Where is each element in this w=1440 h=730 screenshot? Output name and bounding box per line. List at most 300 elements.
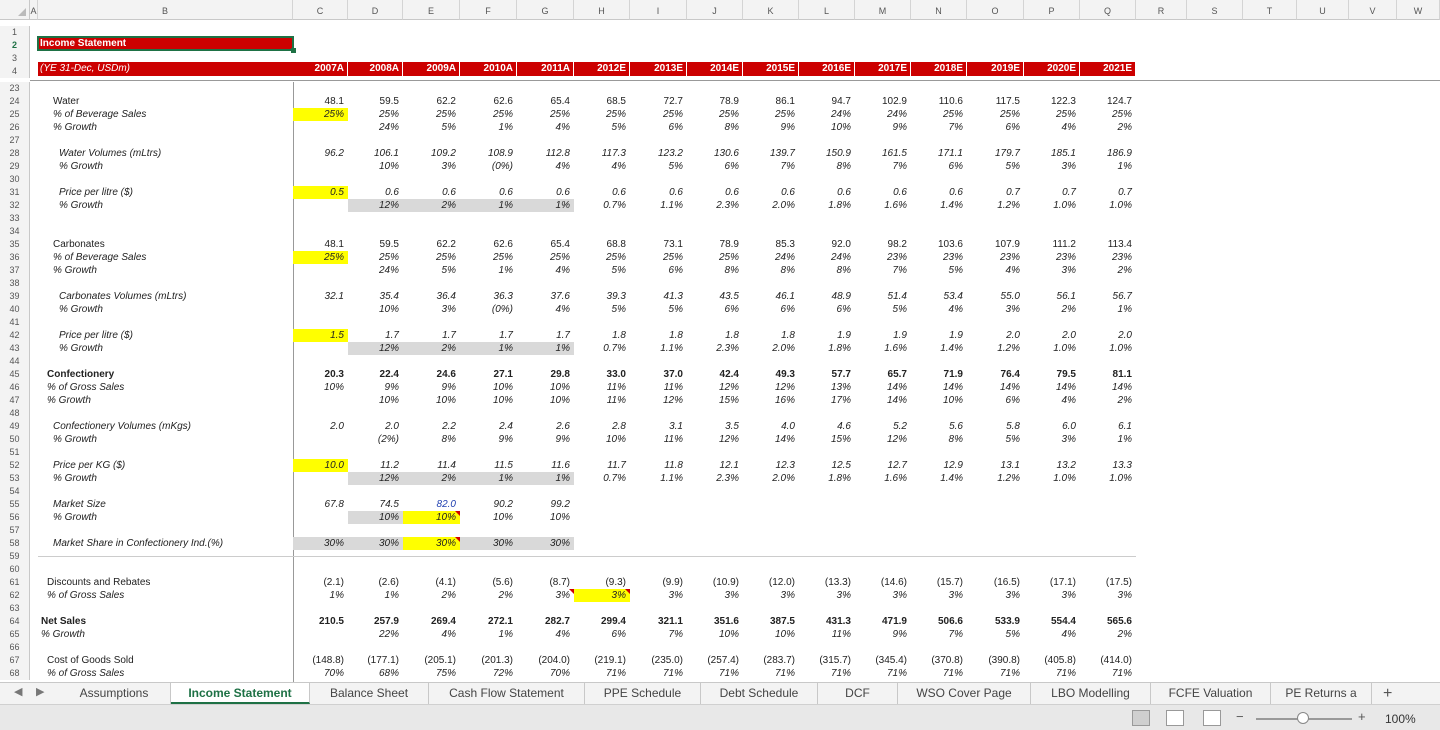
data-cell[interactable]: 4% (555, 161, 570, 172)
data-cell[interactable]: 4% (555, 629, 570, 640)
data-cell[interactable]: 5% (948, 265, 963, 276)
data-cell[interactable]: 4.0 (781, 421, 795, 432)
data-cell[interactable]: 3% (1061, 161, 1076, 172)
column-header[interactable]: W (1397, 0, 1440, 20)
data-cell[interactable]: 68% (378, 668, 399, 679)
column-header[interactable]: L (799, 0, 855, 20)
data-cell[interactable]: 4% (948, 304, 963, 315)
data-cell[interactable] (293, 264, 348, 277)
data-cell[interactable]: 1.0% (1109, 473, 1132, 484)
data-cell[interactable]: 6% (948, 161, 963, 172)
data-cell[interactable]: 23% (1055, 252, 1076, 263)
data-cell[interactable]: 5% (892, 304, 907, 315)
data-cell[interactable]: (17.5) (1105, 577, 1132, 588)
data-cell[interactable]: 12% (348, 199, 403, 212)
row-header[interactable]: 2 (0, 39, 30, 52)
data-cell[interactable]: 25% (435, 109, 456, 120)
data-cell[interactable]: 1.8 (725, 330, 739, 341)
year-header[interactable]: 2019E (967, 62, 1024, 76)
data-cell[interactable]: 186.9 (1106, 148, 1132, 159)
data-cell[interactable]: 15% (718, 395, 739, 406)
data-cell[interactable]: 3% (948, 590, 963, 601)
data-cell[interactable]: 1.0% (1053, 200, 1076, 211)
data-cell[interactable]: 1.4% (940, 343, 963, 354)
data-cell[interactable]: (148.8) (312, 655, 344, 666)
data-cell[interactable]: 1.6% (884, 200, 907, 211)
data-cell[interactable]: 14% (886, 382, 907, 393)
data-cell[interactable]: (257.4) (707, 655, 739, 666)
year-header[interactable]: 2013E (630, 62, 687, 76)
data-cell[interactable]: 76.4 (1000, 369, 1020, 380)
data-cell[interactable]: 82.0 (436, 499, 456, 510)
row-header[interactable]: 37 (0, 264, 30, 277)
data-cell[interactable]: 2.0 (1062, 330, 1076, 341)
data-cell[interactable]: 1.7 (385, 330, 399, 341)
data-cell[interactable]: 1.4% (940, 473, 963, 484)
data-cell[interactable]: (414.0) (1100, 655, 1132, 666)
data-cell[interactable]: 1% (498, 629, 513, 640)
sheet-tab[interactable]: Debt Schedule (701, 683, 818, 704)
data-cell[interactable]: 0.6 (669, 187, 683, 198)
row-header[interactable]: 54 (0, 485, 30, 498)
column-header[interactable]: Q (1080, 0, 1136, 20)
data-cell[interactable] (293, 433, 348, 446)
data-cell[interactable]: 22% (378, 629, 399, 640)
data-cell[interactable]: 11.6 (551, 460, 570, 471)
data-cell[interactable] (293, 394, 348, 407)
data-cell[interactable]: 9% (892, 122, 907, 133)
column-header[interactable]: S (1187, 0, 1243, 20)
data-cell[interactable]: 10% (830, 122, 851, 133)
data-cell[interactable]: 24% (378, 265, 399, 276)
data-cell[interactable]: 2.0 (1006, 330, 1020, 341)
data-cell[interactable]: 32.1 (324, 291, 344, 302)
year-header[interactable]: 2016E (799, 62, 855, 76)
data-cell[interactable]: 117.3 (601, 148, 626, 159)
data-cell[interactable]: 25% (718, 109, 739, 120)
sheet-tab[interactable]: Cash Flow Statement (429, 683, 585, 704)
data-cell[interactable]: 1.0% (1053, 343, 1076, 354)
column-header[interactable]: T (1243, 0, 1297, 20)
data-cell[interactable]: 111.2 (1052, 239, 1076, 250)
data-cell[interactable]: 3% (517, 589, 574, 602)
data-cell[interactable]: 1% (384, 590, 399, 601)
data-cell[interactable]: 3% (1117, 590, 1132, 601)
data-cell[interactable]: 6% (724, 304, 739, 315)
data-cell[interactable]: 12% (662, 395, 683, 406)
data-cell[interactable]: 9% (441, 382, 456, 393)
row-header[interactable]: 68 (0, 667, 30, 680)
data-cell[interactable]: 99.2 (550, 499, 570, 510)
data-cell[interactable]: 3% (441, 161, 456, 172)
row-label[interactable]: Market Share in Confectionery Ind.(%) (53, 538, 224, 549)
data-cell[interactable]: 23% (942, 252, 963, 263)
column-header[interactable]: K (743, 0, 799, 20)
data-cell[interactable]: 1.5 (293, 329, 348, 342)
data-cell[interactable]: 62.6 (493, 96, 513, 107)
data-cell[interactable]: 0.6 (499, 187, 513, 198)
data-cell[interactable]: 0.6 (949, 187, 963, 198)
data-cell[interactable]: 59.5 (379, 96, 399, 107)
row-label[interactable]: % Growth (53, 473, 97, 484)
data-cell[interactable]: 2.0% (772, 200, 795, 211)
data-cell[interactable]: 30% (348, 537, 403, 550)
row-label[interactable]: % of Gross Sales (47, 590, 125, 601)
row-label[interactable]: % Growth (53, 265, 97, 276)
data-cell[interactable]: 10% (403, 511, 460, 524)
data-cell[interactable]: 5.2 (893, 421, 907, 432)
data-cell[interactable]: 35.4 (379, 291, 399, 302)
row-header[interactable]: 52 (0, 459, 30, 472)
row-label[interactable]: Carbonates (53, 239, 105, 250)
data-cell[interactable]: 15% (830, 434, 851, 445)
data-cell[interactable]: 4% (441, 629, 456, 640)
data-cell[interactable]: 1.0% (1053, 473, 1076, 484)
data-cell[interactable]: 2.0 (385, 421, 399, 432)
row-header[interactable]: 63 (0, 602, 30, 615)
data-cell[interactable]: 71% (605, 668, 626, 679)
data-cell[interactable]: (370.8) (931, 655, 963, 666)
data-cell[interactable]: 25% (549, 109, 570, 120)
data-cell[interactable]: 48.1 (324, 239, 344, 250)
row-header[interactable]: 60 (0, 563, 30, 576)
row-label[interactable]: Cost of Goods Sold (47, 655, 134, 666)
data-cell[interactable]: (405.8) (1044, 655, 1076, 666)
sheet-tab[interactable]: Income Statement (171, 683, 310, 704)
data-cell[interactable]: 171.1 (937, 148, 963, 159)
selected-title-cell[interactable]: Income Statement (38, 37, 293, 50)
data-cell[interactable]: 3% (836, 590, 851, 601)
data-cell[interactable]: (345.4) (875, 655, 907, 666)
data-cell[interactable]: 1% (460, 472, 517, 485)
data-cell[interactable]: 2% (403, 342, 460, 355)
row-header[interactable]: 32 (0, 199, 30, 212)
row-header[interactable]: 53 (0, 472, 30, 485)
data-cell[interactable]: 2% (1117, 395, 1132, 406)
row-label[interactable]: Market Size (53, 499, 106, 510)
data-cell[interactable]: 1.7 (556, 330, 570, 341)
data-cell[interactable]: 117.5 (995, 96, 1020, 107)
year-header[interactable]: 2007A (293, 62, 348, 76)
data-cell[interactable]: 1.7 (499, 330, 513, 341)
data-cell[interactable]: 65.7 (887, 369, 907, 380)
data-cell[interactable]: 10% (492, 395, 513, 406)
data-cell[interactable]: 24% (378, 122, 399, 133)
page-layout-view-icon[interactable] (1166, 710, 1184, 726)
data-cell[interactable]: 533.9 (994, 616, 1020, 627)
row-header[interactable]: 62 (0, 589, 30, 602)
data-cell[interactable]: 8% (836, 161, 851, 172)
data-cell[interactable]: 12% (886, 434, 907, 445)
data-cell[interactable]: 2% (1117, 265, 1132, 276)
data-cell[interactable]: (9.9) (662, 577, 683, 588)
row-label[interactable]: % Growth (59, 161, 103, 172)
data-cell[interactable]: 11.5 (494, 460, 513, 471)
prev-sheet-icon[interactable]: ◀ (14, 686, 23, 698)
data-cell[interactable]: 161.5 (881, 148, 907, 159)
data-cell[interactable]: (283.7) (763, 655, 795, 666)
add-sheet-button[interactable]: + (1383, 685, 1393, 702)
data-cell[interactable]: (390.8) (988, 655, 1020, 666)
column-header[interactable]: J (687, 0, 743, 20)
year-header[interactable]: 2015E (743, 62, 799, 76)
data-cell[interactable]: 94.7 (831, 96, 851, 107)
row-header[interactable]: 58 (0, 537, 30, 550)
row-header[interactable]: 57 (0, 524, 30, 537)
data-cell[interactable]: 1% (460, 342, 517, 355)
data-cell[interactable]: 13.3 (1112, 460, 1132, 471)
data-cell[interactable]: 5% (441, 265, 456, 276)
data-cell[interactable]: 75% (435, 668, 456, 679)
data-cell[interactable]: (219.1) (594, 655, 626, 666)
data-cell[interactable]: 5.8 (1006, 421, 1020, 432)
data-cell[interactable]: (0%) (491, 304, 513, 315)
header-label-band[interactable] (38, 62, 293, 76)
data-cell[interactable]: 86.1 (775, 96, 795, 107)
data-cell[interactable]: 10% (435, 395, 456, 406)
data-cell[interactable]: 2.2 (442, 421, 456, 432)
row-header[interactable]: 65 (0, 628, 30, 641)
data-cell[interactable]: 102.9 (881, 96, 907, 107)
data-cell[interactable]: 5.6 (949, 421, 963, 432)
data-cell[interactable]: 7% (948, 122, 963, 133)
column-header[interactable]: O (967, 0, 1024, 20)
data-cell[interactable]: 70% (323, 668, 344, 679)
row-header[interactable]: 39 (0, 290, 30, 303)
row-label[interactable]: Net Sales (41, 616, 87, 627)
data-cell[interactable]: (315.7) (819, 655, 851, 666)
row-header[interactable]: 1 (0, 26, 30, 39)
data-cell[interactable]: 5% (668, 161, 683, 172)
column-header[interactable]: P (1024, 0, 1080, 20)
data-cell[interactable]: 22.4 (379, 369, 399, 380)
data-cell[interactable]: 8% (724, 122, 739, 133)
data-cell[interactable]: 71% (1055, 668, 1076, 679)
data-cell[interactable]: 51.4 (887, 291, 907, 302)
data-cell[interactable]: 8% (780, 265, 795, 276)
data-cell[interactable]: 4% (555, 265, 570, 276)
data-cell[interactable]: 3% (1061, 265, 1076, 276)
data-cell[interactable]: 0.7% (603, 200, 626, 211)
year-header[interactable]: 2011A (517, 62, 574, 76)
year-header[interactable]: 2014E (687, 62, 743, 76)
column-header[interactable]: R (1136, 0, 1187, 20)
data-cell[interactable]: 16% (774, 395, 795, 406)
data-cell[interactable]: 5% (1005, 629, 1020, 640)
data-cell[interactable]: 37.0 (663, 369, 683, 380)
data-cell[interactable]: 56.1 (1056, 291, 1076, 302)
data-cell[interactable]: 43.5 (719, 291, 739, 302)
row-label[interactable]: Confectionery Volumes (mKgs) (53, 421, 192, 432)
data-cell[interactable]: 6% (724, 161, 739, 172)
data-cell[interactable]: 506.6 (937, 616, 963, 627)
data-cell[interactable]: 6% (611, 629, 626, 640)
data-cell[interactable]: 4% (1061, 395, 1076, 406)
data-cell[interactable]: 4% (1061, 122, 1076, 133)
data-cell[interactable]: 185.1 (1050, 148, 1076, 159)
data-cell[interactable]: 110.6 (938, 96, 963, 107)
data-cell[interactable]: 1.1% (660, 473, 683, 484)
row-label[interactable]: % Growth (41, 629, 85, 640)
data-cell[interactable]: 10% (549, 395, 570, 406)
data-cell[interactable]: 7% (892, 161, 907, 172)
row-header[interactable]: 51 (0, 446, 30, 459)
row-header[interactable]: 48 (0, 407, 30, 420)
data-cell[interactable]: (201.3) (481, 655, 513, 666)
row-header[interactable]: 26 (0, 121, 30, 134)
sheet-tab[interactable]: FCFE Valuation (1151, 683, 1271, 704)
data-cell[interactable]: 30% (460, 537, 517, 550)
data-cell[interactable]: 299.4 (600, 616, 626, 627)
data-cell[interactable]: 9% (780, 122, 795, 133)
data-cell[interactable]: (12.0) (768, 577, 795, 588)
data-cell[interactable]: 1.9 (837, 330, 851, 341)
row-label[interactable]: Confectionery (47, 369, 115, 380)
data-cell[interactable]: 8% (724, 265, 739, 276)
row-header[interactable]: 56 (0, 511, 30, 524)
data-cell[interactable]: 0.7 (1062, 187, 1076, 198)
year-header[interactable]: 2008A (348, 62, 403, 76)
column-header[interactable]: U (1297, 0, 1349, 20)
data-cell[interactable]: 11.2 (380, 460, 399, 471)
row-header[interactable]: 33 (0, 212, 30, 225)
sheet-tab[interactable]: PE Returns a (1271, 683, 1372, 704)
column-header[interactable]: G (517, 0, 574, 20)
data-cell[interactable]: 68.8 (606, 239, 626, 250)
data-cell[interactable]: 55.0 (1000, 291, 1020, 302)
data-cell[interactable]: 150.9 (825, 148, 851, 159)
row-header[interactable]: 29 (0, 160, 30, 173)
data-cell[interactable]: 0.6 (556, 187, 570, 198)
data-cell[interactable]: 1% (498, 122, 513, 133)
data-cell[interactable]: 56.7 (1112, 291, 1132, 302)
data-cell[interactable]: 2.0 (330, 421, 344, 432)
data-cell[interactable]: 14% (942, 382, 963, 393)
data-cell[interactable]: 1.1% (660, 200, 683, 211)
data-cell[interactable]: 108.9 (487, 148, 513, 159)
data-cell[interactable] (293, 121, 348, 134)
data-cell[interactable]: 59.5 (379, 239, 399, 250)
data-cell[interactable]: 8% (441, 434, 456, 445)
data-cell[interactable]: 321.1 (657, 616, 683, 627)
data-cell[interactable]: 0.6 (781, 187, 795, 198)
data-cell[interactable]: 25% (1111, 109, 1132, 120)
data-cell[interactable]: 431.3 (825, 616, 851, 627)
row-label[interactable]: % Growth (53, 122, 97, 133)
data-cell[interactable]: 41.3 (663, 291, 683, 302)
data-cell[interactable]: 5% (1005, 434, 1020, 445)
data-cell[interactable]: 2.3% (716, 473, 739, 484)
data-cell[interactable]: 27.1 (493, 369, 513, 380)
data-cell[interactable]: 1% (460, 199, 517, 212)
data-cell[interactable]: (235.0) (651, 655, 683, 666)
data-cell[interactable]: 1.6% (884, 473, 907, 484)
data-cell[interactable]: 1.7 (442, 330, 456, 341)
data-cell[interactable]: 1% (1117, 304, 1132, 315)
data-cell[interactable]: 25% (492, 109, 513, 120)
data-cell[interactable]: 6.1 (1118, 421, 1132, 432)
sheet-tab[interactable]: PPE Schedule (585, 683, 701, 704)
data-cell[interactable]: 1.2% (997, 473, 1020, 484)
data-cell[interactable]: 107.9 (994, 239, 1020, 250)
data-cell[interactable]: 25% (1055, 109, 1076, 120)
data-cell[interactable]: 12% (348, 472, 403, 485)
data-cell[interactable]: 11.7 (607, 460, 626, 471)
row-header[interactable]: 49 (0, 420, 30, 433)
data-cell[interactable]: 33.0 (606, 369, 626, 380)
data-cell[interactable]: 96.2 (324, 148, 344, 159)
data-cell[interactable]: 25% (293, 251, 348, 264)
data-cell[interactable]: 65.4 (550, 96, 570, 107)
data-cell[interactable]: 9% (555, 434, 570, 445)
row-label[interactable]: % Growth (47, 395, 91, 406)
data-cell[interactable] (293, 628, 348, 641)
data-cell[interactable]: 72% (492, 668, 513, 679)
data-cell[interactable]: 23% (886, 252, 907, 263)
data-cell[interactable]: 0.7 (1006, 187, 1020, 198)
data-cell[interactable]: 10% (942, 395, 963, 406)
row-header[interactable]: 23 (0, 82, 30, 95)
data-cell[interactable]: 2.0 (1118, 330, 1132, 341)
row-header[interactable]: 55 (0, 498, 30, 511)
row-header[interactable]: 38 (0, 277, 30, 290)
data-cell[interactable]: 71.9 (943, 369, 963, 380)
row-label[interactable]: % of Beverage Sales (53, 109, 147, 120)
data-cell[interactable]: 81.1 (1112, 369, 1132, 380)
row-label[interactable]: % of Beverage Sales (53, 252, 147, 263)
data-cell[interactable]: 1.8 (612, 330, 626, 341)
sheet-tab[interactable]: WSO Cover Page (898, 683, 1031, 704)
data-cell[interactable]: 14% (999, 382, 1020, 393)
data-cell[interactable]: 1% (1117, 161, 1132, 172)
data-cell[interactable]: 13% (830, 382, 851, 393)
data-cell[interactable]: 11% (831, 629, 851, 640)
data-cell[interactable]: 351.6 (713, 616, 739, 627)
data-cell[interactable]: 29.8 (550, 369, 570, 380)
year-header[interactable]: 2010A (460, 62, 517, 76)
data-cell[interactable]: 3% (441, 304, 456, 315)
data-cell[interactable]: 1% (517, 342, 574, 355)
row-header[interactable]: 59 (0, 550, 30, 563)
data-cell[interactable]: 6% (780, 304, 795, 315)
data-cell[interactable]: 0.6 (385, 187, 399, 198)
data-cell[interactable]: 10% (378, 304, 399, 315)
row-header[interactable]: 31 (0, 186, 30, 199)
data-cell[interactable]: (15.7) (936, 577, 963, 588)
data-cell[interactable]: (0%) (491, 161, 513, 172)
row-header[interactable]: 46 (0, 381, 30, 394)
data-cell[interactable]: 210.5 (318, 616, 344, 627)
data-cell[interactable]: 49.3 (775, 369, 795, 380)
next-sheet-icon[interactable]: ▶ (36, 686, 45, 698)
data-cell[interactable]: 25% (662, 252, 683, 263)
data-cell[interactable]: 36.4 (436, 291, 456, 302)
data-cell[interactable]: 257.9 (373, 616, 399, 627)
data-cell[interactable]: 4% (555, 304, 570, 315)
data-cell[interactable]: 10.0 (293, 459, 348, 472)
row-label[interactable]: % Growth (53, 512, 97, 523)
data-cell[interactable]: 23% (1111, 252, 1132, 263)
row-header[interactable]: 42 (0, 329, 30, 342)
data-cell[interactable]: 109.2 (430, 148, 456, 159)
data-cell[interactable]: 2% (1061, 304, 1076, 315)
data-cell[interactable]: 36.3 (493, 291, 513, 302)
data-cell[interactable]: (14.6) (880, 577, 907, 588)
data-cell[interactable]: 179.7 (994, 148, 1020, 159)
data-cell[interactable]: 2.3% (716, 343, 739, 354)
column-header[interactable]: C (293, 0, 348, 20)
data-cell[interactable]: 123.2 (657, 148, 683, 159)
